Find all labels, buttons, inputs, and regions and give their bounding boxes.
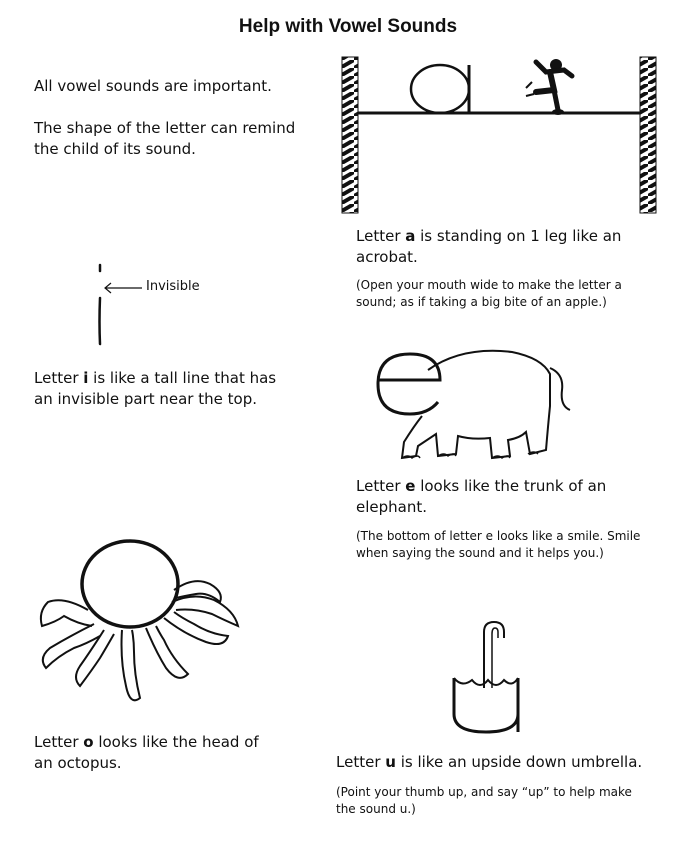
letter-u-note — [336, 784, 632, 818]
intro-line-1: All vowel sounds are important. — [34, 77, 272, 95]
caption-text: looks like the trunk of an — [415, 477, 607, 495]
note-line-2: when saying the sound and it helps you.) — [356, 546, 604, 560]
letter-e-bold: e — [405, 477, 416, 495]
letter-e-caption — [356, 476, 606, 518]
letter-a-caption — [356, 226, 621, 268]
letter-e-note — [356, 528, 640, 562]
note-line-1: (Open your mouth wide to make the letter a — [356, 278, 622, 292]
caption-prefix: Letter — [356, 477, 406, 495]
letter-u-bold: u — [385, 753, 396, 771]
caption-text: is like an upside down umbrella. — [395, 753, 643, 771]
arrow-left-icon — [104, 282, 144, 294]
note-line-1: (The bottom of letter e looks like a smile. Smile — [356, 529, 641, 543]
letter-o-caption — [34, 732, 259, 774]
letter-a-bold: a — [405, 227, 416, 245]
caption-text-2: elephant. — [356, 498, 428, 516]
page-title: Help with Vowel Sounds — [238, 16, 458, 37]
letter-a-note — [356, 277, 622, 311]
caption-text-2: an invisible part near the top. — [34, 390, 257, 408]
intro-line-2b: the child of its sound. — [34, 140, 196, 158]
caption-prefix: Letter — [336, 753, 386, 771]
elephant-illustration — [372, 346, 572, 466]
caption-text: is standing on 1 leg like an — [415, 227, 622, 245]
caption-text-2: acrobat. — [356, 248, 418, 266]
caption-text: looks like the head of — [93, 733, 259, 751]
note-line-2: sound; as if taking a big bite of an apple.) — [356, 295, 607, 309]
intro-line-2 — [34, 118, 295, 160]
acrobat-illustration — [340, 52, 662, 217]
caption-prefix: Letter — [34, 369, 84, 387]
letter-i-bold: i — [83, 369, 89, 387]
caption-prefix: Letter — [356, 227, 406, 245]
letter-u-caption — [336, 752, 642, 773]
letter-i-illustration — [90, 262, 150, 352]
note-line-2: the sound u.) — [336, 802, 416, 816]
note-line-1: (Point your thumb up, and say “up” to help make — [336, 785, 632, 799]
letter-o-bold: o — [83, 733, 94, 751]
umbrella-illustration — [446, 618, 530, 738]
caption-text: is like a tall line that has — [88, 369, 277, 387]
intro-line-2a: The shape of the letter can remind — [34, 119, 296, 137]
caption-prefix: Letter — [34, 733, 84, 751]
letter-i-caption — [34, 368, 276, 410]
invisible-label: Invisible — [146, 279, 200, 294]
caption-text-2: an octopus. — [34, 754, 122, 772]
octopus-illustration — [34, 540, 246, 712]
